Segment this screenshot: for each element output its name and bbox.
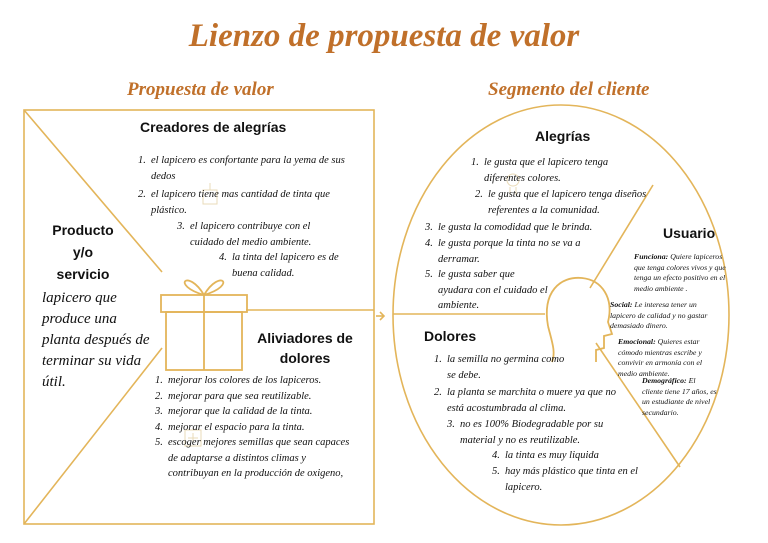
aliviadores-item-4: 4. mejorar el espacio para la tinta. [155,421,305,433]
dolores-item-5: 5. hay más plástico que tinta en el lapicero. [492,466,638,493]
customer-segment-subtitle: Segmento del cliente [488,79,650,100]
aliviadores-item-2: 2. mejorar para que sea reutilizable. [155,390,312,402]
creadores-item-4: 4. la tinta del lapicero es de buena calidad. [219,252,339,279]
dolores-item-4: 4. la tinta es muy liquida [492,450,599,461]
usuario-note-funciona: Funciona: Quiere lapiceros que tenga colores vivos y que tenga un efecto positivo en el medio ambiente . [634,252,726,293]
creadores-item-2: 2. el lapicero tiene mas cantidad de tinta que plástico. [138,189,330,216]
usuario-note-social: Social: Le interesa tener un lapicero de calidad y no gastar demasiado dinero. [610,300,708,330]
aliviadores-item-3: 3. mejorar que la calidad de la tinta. [155,406,313,417]
creadores-heading: Creadores de alegrías [140,119,287,135]
usuario-note-demografico: Demográfico: El cliente tiene 17 años, es un estudiante de nivel secundario. [642,376,717,417]
page-title: Lienzo de propuesta de valor [188,18,580,54]
alegrias-item-1: 1. le gusta que el lapicero tenga diferentes colores. [471,157,609,184]
head-icon [547,278,612,362]
usuario-heading: Usuario [663,225,716,241]
gift-icon [161,280,247,370]
aliviadores-item-1: 1. mejorar los colores de los lapiceros. [155,375,322,386]
alegrias-item-5: 5. le gusta saber que ayudara con el cuidado el ambiente. [425,269,548,311]
usuario-note-emocional: Emocional: Quieres estar cómodo mientras escribe y convivir en armonía con el medio ambiente. [618,337,703,378]
aliviadores-item-5: 5. escoger mejores semillas que sean capaces de adaptarse a distintos climas y contribuyan en la producción de oxigeno, [155,437,350,479]
creadores-item-1: 1. el lapicero es confortante para la yema de sus dedos [138,155,345,182]
producto-heading: Producto y/o servicio [52,222,114,282]
dolores-item-3: 3. no es 100% Biodegradable por su material y no es reutilizable. [447,419,604,446]
alegrias-item-3: 3. le gusta la comodidad que le brinda. [425,222,593,233]
alegrias-heading: Alegrías [535,128,591,144]
creadores-item-3: 3. el lapicero contribuye con el cuidado del medio ambiente. [177,221,312,248]
alegrias-item-2: 2. le gusta que el lapicero tenga diseños referentes a la comunidad. [475,189,647,216]
dolores-item-2: 2. la planta se marchita o muere ya que no está acostumbrada al clima. [434,387,616,414]
aliviadores-heading: Aliviadores de dolores [257,330,353,366]
dolores-heading: Dolores [424,328,477,344]
producto-text: lapicero que produce una planta después de terminar su vida útil. [42,290,150,390]
alegrias-item-4: 4. le gusta porque la tinta no se va a derramar. [425,238,581,265]
dolores-item-1: 1. la semilla no germina como se debe. [434,354,565,381]
value-proposition-subtitle: Propuesta de valor [127,79,274,100]
aliviadores-list [155,373,358,482]
